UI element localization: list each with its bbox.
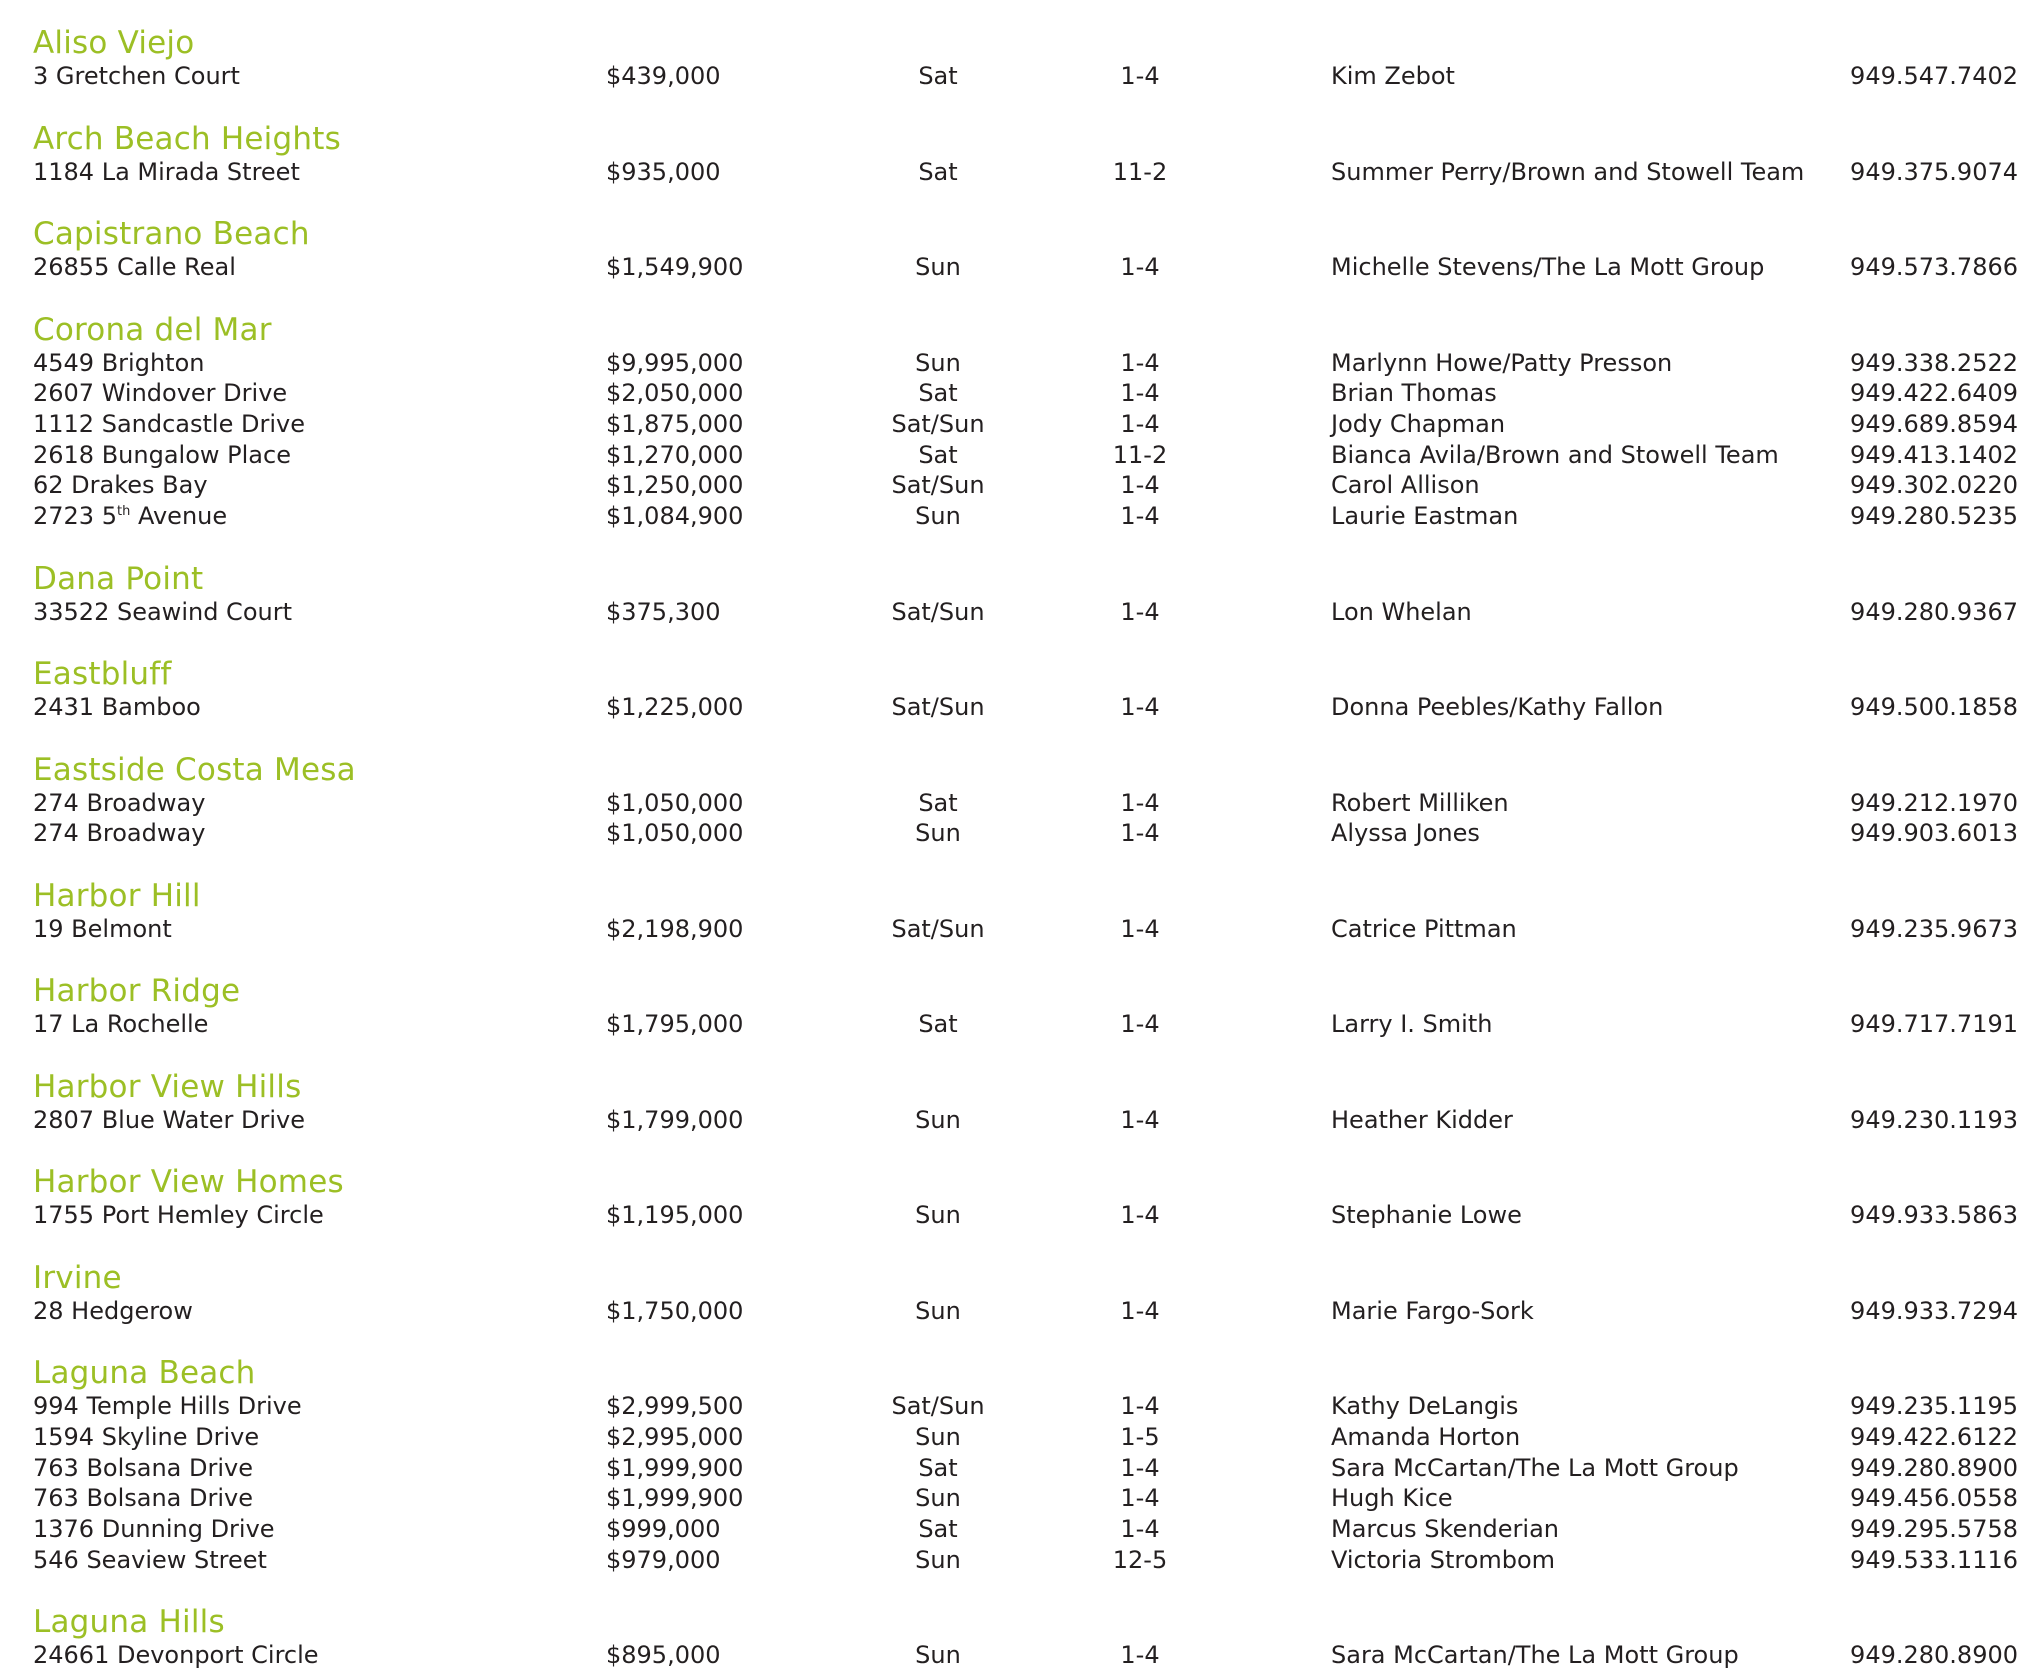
address-number: 2723 5 bbox=[33, 502, 117, 530]
listing-row bbox=[0, 1514, 2044, 1544]
listing-time: 1-4 bbox=[1120, 1453, 1160, 1482]
listing-agent: Sara McCartan/The La Mott Group bbox=[1331, 1641, 1739, 1670]
listing-price: $1,225,000 bbox=[606, 693, 744, 721]
area-heading: Laguna Hills bbox=[33, 1604, 225, 1641]
listing-address: 24661 Devonport Circle bbox=[33, 1641, 319, 1670]
listing-row bbox=[0, 1640, 2044, 1670]
area-heading: Corona del Mar bbox=[33, 311, 272, 348]
listing-phone: 949.302.0220 bbox=[1850, 471, 2018, 500]
listing-day: Sun bbox=[915, 348, 961, 377]
listing-agent: Lon Whelan bbox=[1331, 597, 1472, 626]
listing-price: $1,250,000 bbox=[606, 471, 744, 500]
listing-phone: 949.933.7294 bbox=[1850, 1296, 2018, 1325]
listing-agent: Catrice Pittman bbox=[1331, 914, 1517, 943]
listing-day: Sat bbox=[918, 62, 958, 90]
listing-address: 2431 Bamboo bbox=[33, 693, 201, 721]
listing-price: $1,795,000 bbox=[606, 1010, 744, 1039]
area-heading: Eastside Costa Mesa bbox=[33, 751, 356, 788]
listing-time: 1-4 bbox=[1120, 62, 1160, 90]
listing-phone: 949.573.7866 bbox=[1850, 253, 2018, 281]
listing-row bbox=[0, 1105, 2044, 1135]
listing-address: 763 Bolsana Drive bbox=[33, 1453, 253, 1482]
listing-time: 1-4 bbox=[1120, 914, 1160, 943]
listing-agent: Michelle Stevens/The La Mott Group bbox=[1331, 253, 1765, 281]
listing-price: $1,050,000 bbox=[606, 819, 744, 848]
listing-row bbox=[0, 1483, 2044, 1513]
area-heading: Capistrano Beach bbox=[33, 216, 310, 252]
listing-phone: 949.413.1402 bbox=[1850, 440, 2018, 469]
listing-day: Sat/Sun bbox=[891, 471, 985, 500]
listing-agent: Marlynn Howe/Patty Presson bbox=[1331, 348, 1673, 377]
listing-agent: Brian Thomas bbox=[1331, 379, 1497, 408]
area-heading: Irvine bbox=[33, 1259, 122, 1296]
listing-day: Sat/Sun bbox=[891, 914, 985, 943]
listing-day: Sun bbox=[915, 819, 961, 848]
listing-time: 1-4 bbox=[1120, 1201, 1160, 1230]
listing-price: $2,999,500 bbox=[606, 1392, 744, 1421]
listing-row bbox=[0, 914, 2044, 944]
listing-row bbox=[0, 788, 2044, 818]
listing-day: Sun bbox=[915, 1105, 961, 1134]
listing-time: 1-4 bbox=[1120, 502, 1160, 530]
listing-agent: Hugh Kice bbox=[1331, 1484, 1453, 1513]
area-heading: Eastbluff bbox=[33, 656, 172, 692]
listing-agent: Sara McCartan/The La Mott Group bbox=[1331, 1453, 1739, 1482]
listing-address: 274 Broadway bbox=[33, 819, 206, 848]
listing-price: $1,270,000 bbox=[606, 440, 744, 469]
listing-time: 1-4 bbox=[1120, 819, 1160, 848]
listing-phone: 949.235.1195 bbox=[1850, 1392, 2018, 1421]
listing-phone: 949.903.6013 bbox=[1850, 819, 2018, 848]
listing-phone: 949.689.8594 bbox=[1850, 409, 2018, 438]
listing-time: 12-5 bbox=[1112, 1545, 1168, 1574]
listing-phone: 949.280.8900 bbox=[1850, 1453, 2018, 1482]
listing-day: Sat/Sun bbox=[891, 597, 985, 626]
listing-agent: Laurie Eastman bbox=[1331, 502, 1519, 530]
listing-address: 2607 Windover Drive bbox=[33, 379, 288, 408]
listing-agent: Larry I. Smith bbox=[1331, 1010, 1493, 1039]
listing-agent: Alyssa Jones bbox=[1331, 819, 1480, 848]
listing-address: 4549 Brighton bbox=[33, 348, 205, 377]
listing-time: 1-4 bbox=[1120, 597, 1160, 626]
listing-price: $979,000 bbox=[606, 1545, 721, 1574]
listing-address: 17 La Rochelle bbox=[33, 1010, 209, 1039]
listing-day: Sat bbox=[918, 788, 958, 817]
listing-address: 2618 Bungalow Place bbox=[33, 440, 291, 469]
listing-agent: Stephanie Lowe bbox=[1331, 1201, 1522, 1230]
listing-day: Sun bbox=[915, 1545, 961, 1574]
area-heading: Arch Beach Heights bbox=[33, 120, 341, 157]
listing-address: 3 Gretchen Court bbox=[33, 62, 240, 90]
listing-price: $1,084,900 bbox=[606, 502, 744, 530]
listing-agent: Jody Chapman bbox=[1331, 409, 1506, 438]
listing-time: 1-4 bbox=[1120, 1515, 1160, 1543]
listing-row bbox=[0, 1545, 2044, 1575]
listing-agent: Amanda Horton bbox=[1331, 1422, 1521, 1451]
listing-day: Sat bbox=[918, 379, 958, 408]
listing-phone: 949.280.9367 bbox=[1850, 597, 2018, 626]
listing-agent: Heather Kidder bbox=[1331, 1105, 1513, 1134]
listing-address bbox=[33, 501, 227, 531]
listing-time: 1-4 bbox=[1120, 471, 1160, 500]
listing-row bbox=[0, 348, 2044, 378]
listing-price: $935,000 bbox=[606, 157, 721, 186]
area-heading: Harbor View Hills bbox=[33, 1068, 302, 1105]
listing-price: $2,050,000 bbox=[606, 379, 744, 408]
listing-price: $439,000 bbox=[606, 62, 721, 90]
area-heading: Harbor Ridge bbox=[33, 973, 241, 1010]
listing-row bbox=[0, 409, 2044, 439]
listing-agent: Marcus Skenderian bbox=[1331, 1515, 1559, 1543]
listing-row bbox=[0, 1422, 2044, 1452]
listing-price: $375,300 bbox=[606, 597, 721, 626]
listing-price: $1,750,000 bbox=[606, 1296, 744, 1325]
listing-row bbox=[0, 597, 2044, 627]
listing-time: 1-4 bbox=[1120, 1010, 1160, 1039]
listing-day: Sun bbox=[915, 1422, 961, 1451]
listing-day: Sat/Sun bbox=[891, 409, 985, 438]
listing-day: Sun bbox=[915, 1484, 961, 1513]
listing-time: 1-4 bbox=[1120, 1105, 1160, 1134]
area-heading: Harbor View Homes bbox=[33, 1164, 344, 1201]
listing-row bbox=[0, 470, 2044, 500]
listing-address: 1755 Port Hemley Circle bbox=[33, 1201, 324, 1230]
listing-agent: Kim Zebot bbox=[1331, 62, 1455, 90]
listing-time: 1-4 bbox=[1120, 693, 1160, 721]
area-heading: Dana Point bbox=[33, 560, 204, 597]
listing-time: 1-4 bbox=[1120, 1392, 1160, 1421]
ordinal-suffix: th bbox=[116, 504, 131, 519]
listing-phone: 949.547.7402 bbox=[1850, 62, 2018, 90]
listing-price: $1,875,000 bbox=[606, 409, 744, 438]
listing-day: Sat/Sun bbox=[891, 693, 985, 721]
listing-phone: 949.422.6409 bbox=[1850, 379, 2018, 408]
listing-time: 11-2 bbox=[1112, 440, 1168, 469]
listing-agent: Bianca Avila/Brown and Stowell Team bbox=[1331, 440, 1779, 469]
listing-day: Sun bbox=[915, 253, 961, 281]
listing-row bbox=[0, 1009, 2044, 1039]
listing-phone: 949.280.5235 bbox=[1850, 502, 2018, 530]
listing-phone: 949.212.1970 bbox=[1850, 788, 2018, 817]
listing-day: Sat bbox=[918, 1515, 958, 1543]
listing-phone: 949.533.1116 bbox=[1850, 1545, 2018, 1574]
listing-row bbox=[0, 252, 2044, 282]
listing-agent: Victoria Strombom bbox=[1331, 1545, 1556, 1574]
listing-price: $1,799,000 bbox=[606, 1105, 744, 1134]
listing-phone: 949.295.5758 bbox=[1850, 1515, 2018, 1543]
listing-time: 11-2 bbox=[1112, 157, 1168, 186]
listing-row bbox=[0, 1453, 2044, 1483]
listing-address: 994 Temple Hills Drive bbox=[33, 1392, 302, 1421]
listing-agent: Marie Fargo-Sork bbox=[1331, 1296, 1534, 1325]
listing-day: Sun bbox=[915, 502, 961, 530]
listing-address: 1376 Dunning Drive bbox=[33, 1515, 275, 1543]
listing-address: 2807 Blue Water Drive bbox=[33, 1105, 306, 1134]
listing-phone: 949.280.8900 bbox=[1850, 1641, 2018, 1670]
listing-row bbox=[0, 378, 2044, 408]
listing-address: 1594 Skyline Drive bbox=[33, 1422, 260, 1451]
listing-price: $1,999,900 bbox=[606, 1453, 744, 1482]
listing-time: 1-4 bbox=[1120, 1296, 1160, 1325]
listing-price: $1,195,000 bbox=[606, 1201, 744, 1230]
listing-row bbox=[0, 1296, 2044, 1326]
listing-price: $2,198,900 bbox=[606, 914, 744, 943]
area-heading: Harbor Hill bbox=[33, 877, 201, 914]
listing-phone: 949.717.7191 bbox=[1850, 1010, 2018, 1039]
listing-row bbox=[0, 157, 2044, 187]
listing-price: $9,995,000 bbox=[606, 348, 744, 377]
listing-row bbox=[0, 61, 2044, 91]
listing-address: 1112 Sandcastle Drive bbox=[33, 409, 305, 438]
listing-phone: 949.235.9673 bbox=[1850, 914, 2018, 943]
listing-price: $2,995,000 bbox=[606, 1422, 744, 1451]
listing-row bbox=[0, 1200, 2044, 1230]
listing-row bbox=[0, 692, 2044, 722]
listing-day: Sat bbox=[918, 1453, 958, 1482]
listing-agent: Donna Peebles/Kathy Fallon bbox=[1331, 693, 1664, 721]
listing-price: $1,999,900 bbox=[606, 1484, 744, 1513]
listing-day: Sat bbox=[918, 440, 958, 469]
listing-time: 1-4 bbox=[1120, 1484, 1160, 1513]
listing-address: 763 Bolsana Drive bbox=[33, 1484, 253, 1513]
listing-time: 1-4 bbox=[1120, 1641, 1160, 1670]
area-heading: Laguna Beach bbox=[33, 1355, 256, 1392]
listing-phone: 949.456.0558 bbox=[1850, 1484, 2018, 1513]
listing-day: Sat bbox=[918, 157, 958, 186]
listing-agent: Kathy DeLangis bbox=[1331, 1392, 1519, 1421]
listing-time: 1-4 bbox=[1120, 788, 1160, 817]
listing-row bbox=[0, 501, 2044, 531]
listing-time: 1-5 bbox=[1120, 1422, 1160, 1451]
listing-time: 1-4 bbox=[1120, 409, 1160, 438]
listing-address: 1184 La Mirada Street bbox=[33, 157, 300, 186]
listing-address: 19 Belmont bbox=[33, 914, 172, 943]
listing-agent: Summer Perry/Brown and Stowell Team bbox=[1331, 157, 1805, 186]
listing-day: Sat/Sun bbox=[891, 1392, 985, 1421]
listing-agent: Carol Allison bbox=[1331, 471, 1480, 500]
listing-price: $895,000 bbox=[606, 1641, 721, 1670]
listing-price: $999,000 bbox=[606, 1515, 721, 1543]
listing-address: 62 Drakes Bay bbox=[33, 471, 208, 500]
listing-day: Sun bbox=[915, 1641, 961, 1670]
listing-time: 1-4 bbox=[1120, 348, 1160, 377]
listing-phone: 949.422.6122 bbox=[1850, 1422, 2018, 1451]
listing-address: 28 Hedgerow bbox=[33, 1296, 193, 1325]
listing-row bbox=[0, 440, 2044, 470]
listing-agent: Robert Milliken bbox=[1331, 788, 1509, 817]
listing-address: 26855 Calle Real bbox=[33, 253, 236, 281]
listing-phone: 949.338.2522 bbox=[1850, 348, 2018, 377]
listing-address: 33522 Seawind Court bbox=[33, 597, 292, 626]
street-name: Avenue bbox=[130, 502, 228, 530]
listing-row bbox=[0, 818, 2044, 848]
listing-phone: 949.230.1193 bbox=[1850, 1105, 2018, 1134]
listing-day: Sun bbox=[915, 1296, 961, 1325]
listing-day: Sat bbox=[918, 1010, 958, 1039]
listing-price: $1,549,900 bbox=[606, 253, 744, 281]
listing-row bbox=[0, 1391, 2044, 1421]
listing-price: $1,050,000 bbox=[606, 788, 744, 817]
listing-address: 546 Seaview Street bbox=[33, 1545, 267, 1574]
listing-time: 1-4 bbox=[1120, 379, 1160, 408]
listing-phone: 949.500.1858 bbox=[1850, 693, 2018, 721]
area-heading: Aliso Viejo bbox=[33, 25, 195, 61]
listing-time: 1-4 bbox=[1120, 253, 1160, 281]
listing-phone: 949.933.5863 bbox=[1850, 1201, 2018, 1230]
listing-phone: 949.375.9074 bbox=[1850, 157, 2018, 186]
listing-day: Sun bbox=[915, 1201, 961, 1230]
listing-address: 274 Broadway bbox=[33, 788, 206, 817]
